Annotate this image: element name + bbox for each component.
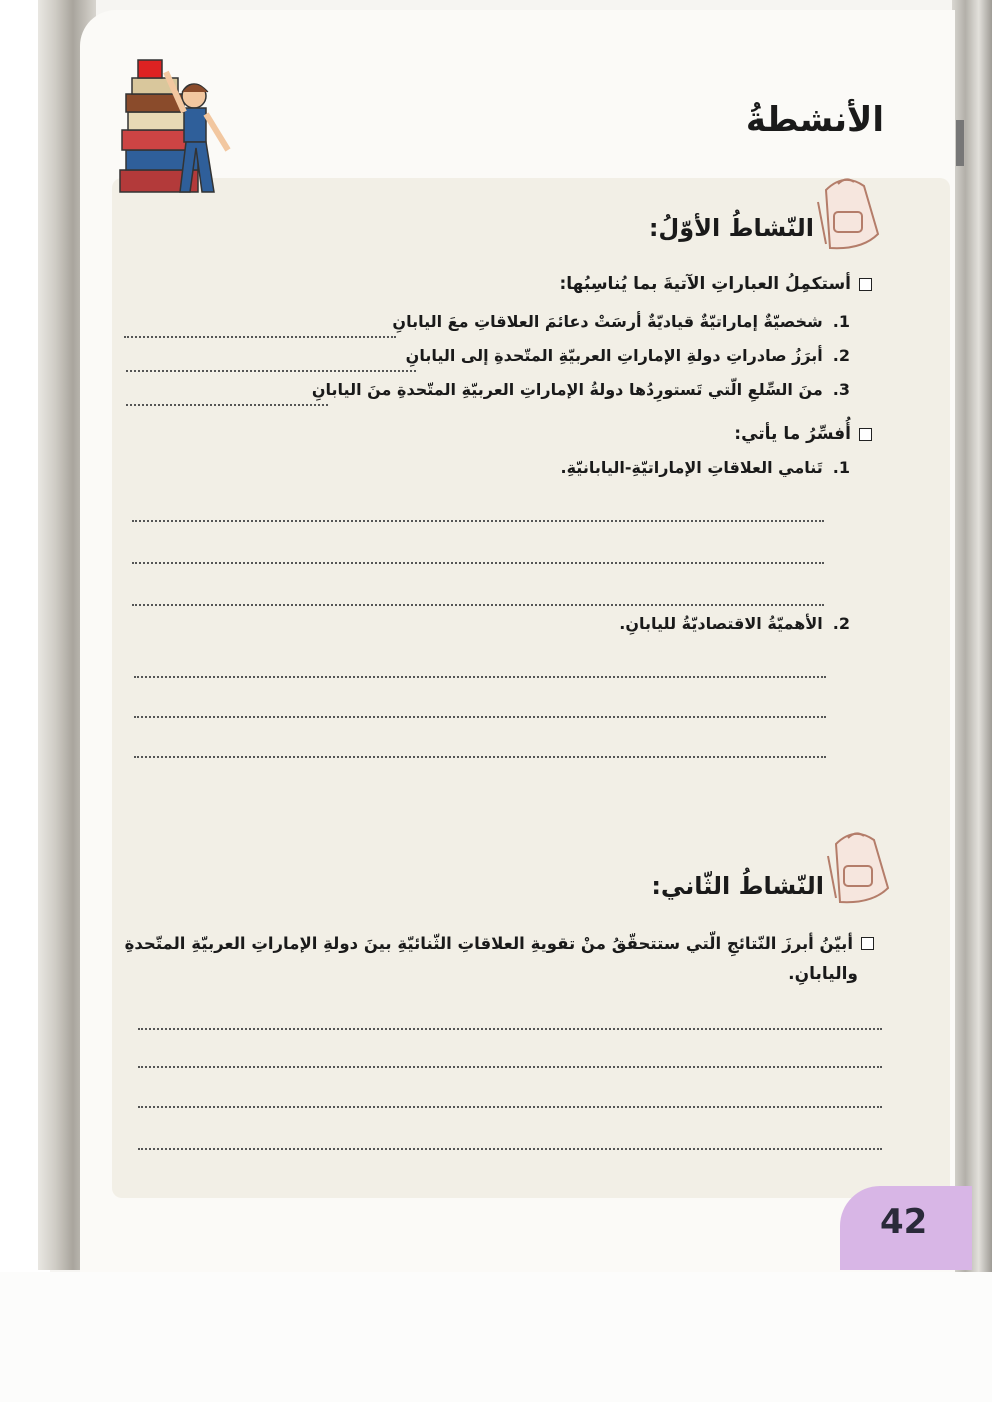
- answer-line: [134, 756, 826, 758]
- answer-line: [132, 520, 824, 522]
- backpack-icon: [808, 172, 886, 252]
- activity1-task2: [734, 424, 872, 444]
- activity2-heading: النّشاطُ الثّاني:: [651, 872, 824, 900]
- checkbox-icon: [861, 937, 874, 950]
- item-number: 1.: [832, 312, 850, 331]
- scan-bottom: [0, 1272, 992, 1402]
- answer-line: [138, 1028, 882, 1030]
- answer-line: [132, 604, 824, 606]
- activity2-task: [125, 934, 874, 953]
- list-item: [619, 614, 850, 633]
- backpack-icon: [818, 826, 896, 906]
- activity2-instruction-line1: أبيّنُ أبرزَ النّتائجِ الّتي ستتحقّقُ منْ تقويةِ العلاقاتِ الثّنائيّةِ بينَ دولةِ الإماراتِ العربيّةِ المتّحدةِ: [124, 934, 853, 953]
- item-text: الأهميّةُ الاقتصاديّةُ لليابانِ.: [619, 614, 823, 633]
- answer-line: [126, 404, 328, 406]
- activity2-task-cont: [788, 964, 858, 984]
- activity1-heading: النّشاطُ الأوّلُ:: [648, 214, 814, 242]
- item-text: تَنامي العلاقاتِ الإماراتيّةِ-اليابانيّةِ.: [560, 458, 823, 477]
- page-title: الأنشطةُ: [745, 100, 884, 140]
- answer-line: [138, 1066, 882, 1068]
- item-text: منَ السِّلعِ الّتي تَستورِدُها دولةُ الإماراتِ العربيّةِ المتّحدةِ منَ اليابانِ: [311, 380, 823, 399]
- page-edge-bar: [956, 120, 964, 166]
- item-number: 2.: [832, 614, 850, 633]
- list-item: [406, 346, 850, 365]
- activity1-task1: [560, 274, 873, 294]
- item-number: 3.: [832, 380, 850, 399]
- task1-instruction: أستكمِلُ العباراتِ الآتيةَ بما يُناسِبُها:: [559, 274, 851, 294]
- answer-line: [134, 676, 826, 678]
- item-text: أبرَزُ صادراتِ دولةِ الإماراتِ العربيّةِ المتّحدةِ إلى اليابانِ: [405, 346, 823, 365]
- page-number: 42: [880, 1202, 928, 1242]
- item-text: شخصيّةٌ إماراتيّةٌ قياديّةٌ أرسَتْ دعائمَ العلاقاتِ معَ اليابانِ: [392, 312, 823, 331]
- books-stack-icon: [118, 52, 238, 204]
- item-number: 2.: [832, 346, 850, 365]
- task2-instruction: أُفسِّرُ ما يأتي:: [734, 424, 851, 444]
- checkbox-icon: [859, 428, 872, 441]
- list-item: [392, 312, 850, 331]
- item-number: 1.: [832, 458, 850, 477]
- answer-line: [138, 1106, 882, 1108]
- answer-line: [124, 336, 396, 338]
- answer-line: [134, 716, 826, 718]
- list-item: [561, 458, 851, 477]
- list-item: [312, 380, 850, 399]
- answer-line: [138, 1148, 882, 1150]
- content-panel: [112, 178, 950, 1198]
- answer-line: [132, 562, 824, 564]
- answer-line: [126, 370, 416, 372]
- checkbox-icon: [859, 278, 872, 291]
- activity2-instruction-line2: واليابانِ.: [788, 964, 858, 984]
- page-edges: [952, 0, 992, 1300]
